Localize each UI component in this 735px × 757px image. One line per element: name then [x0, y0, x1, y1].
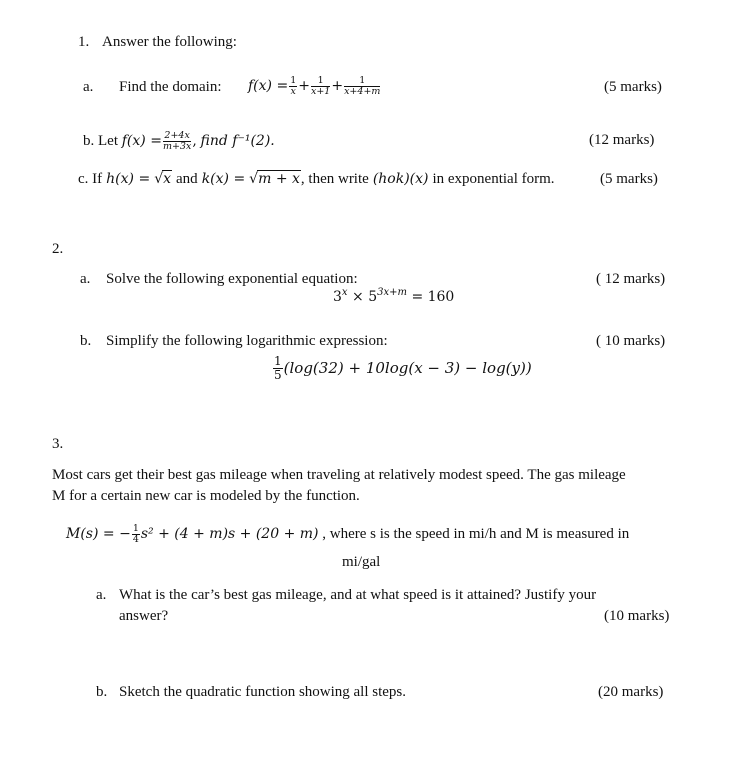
- q2a-exp1: x: [341, 287, 348, 298]
- q3a-line2: answer?: [119, 608, 169, 624]
- q3-model-fraction-den: 4: [132, 533, 139, 545]
- q1c-rest2: in exponential form.: [432, 171, 555, 187]
- q1c-rest1: , then write: [300, 171, 369, 187]
- q3-model-fraction: [132, 524, 140, 545]
- q1c-and: and: [176, 171, 198, 187]
- q3-model-lhs: M(s) = −: [66, 526, 131, 542]
- q3-number: 3.: [52, 436, 64, 452]
- q1b-fraction-den: m+3x: [162, 140, 192, 152]
- q1a-term1-den: x: [290, 85, 296, 97]
- q3b-text: Sketch the quadratic function showing all steps.: [119, 684, 407, 700]
- q1b-f-lhs: f(x) =: [121, 133, 162, 149]
- q1a-f-lhs: f(x) =: [248, 78, 289, 94]
- q1a-term1-num: 1: [290, 74, 297, 86]
- q1b-fraction: [163, 131, 191, 152]
- q1-number: 1.: [78, 34, 90, 50]
- q1c-k-radicand: m + x: [258, 171, 300, 187]
- q2b-log-expression: (log(32) + 10log(x − 3) − log(y)): [283, 359, 532, 377]
- q2a-marks: ( 12 marks): [596, 271, 666, 287]
- q2a-times: × 5: [352, 289, 378, 305]
- q3a-label: a.: [96, 587, 107, 603]
- q2b-expression: [272, 350, 532, 386]
- q1a-text: Find the domain:: [119, 79, 222, 95]
- q1a-term2-num: 1: [311, 76, 330, 87]
- q2b-marks: ( 10 marks): [596, 333, 666, 349]
- q3a-marks: (10 marks): [604, 608, 670, 624]
- q1a-term2-den: x+1: [310, 85, 331, 97]
- q1a-marks: (5 marks): [604, 79, 662, 95]
- q1a-plus1: +: [298, 78, 310, 94]
- q2b-text: Simplify the following logarithmic expression:: [106, 333, 388, 349]
- q3-model: [66, 518, 629, 550]
- q2a-label: a.: [80, 271, 91, 287]
- q1c-h-radicand: x: [163, 171, 172, 187]
- q1b-find: find f⁻¹(2).: [200, 133, 275, 149]
- q1a-term3-num: 1: [344, 76, 380, 87]
- q1b-label: b. Let: [83, 133, 118, 149]
- q2-number: 2.: [52, 241, 64, 257]
- q2a-text: Solve the following exponential equation:: [106, 271, 358, 287]
- q1c-line: [78, 170, 555, 188]
- q3-model-where: , where s is the speed in mi/h and M is measured in: [322, 526, 630, 542]
- q3-paragraph-line2: M for a certain new car is modeled by the function.: [52, 488, 360, 504]
- q3-model-rest: s² + (4 + m)s + (20 + m): [140, 526, 319, 542]
- q2a-exp2: 3x+m: [377, 287, 407, 298]
- q1c-composite: (hok)(x): [372, 171, 429, 187]
- q3b-marks: (20 marks): [598, 684, 664, 700]
- q3-model-fraction-num: 1: [132, 522, 139, 534]
- q2b-fraction: [273, 355, 283, 381]
- q2a-base1: 3: [333, 289, 342, 305]
- q1a-term2: [311, 76, 330, 97]
- q1c-h-lhs: h(x) =: [106, 171, 151, 187]
- q1b-fraction-num: 2+4x: [164, 129, 190, 141]
- q1c-marks: (5 marks): [600, 171, 658, 187]
- q2a-rhs: = 160: [411, 289, 455, 305]
- q1a-term1: [289, 76, 297, 97]
- q1b-comma: ,: [192, 133, 197, 149]
- q3b-label: b.: [96, 684, 108, 700]
- q1a-expression: [248, 70, 381, 102]
- q3a-line1: What is the car’s best gas mileage, and at what speed is it attained? Justify your: [119, 587, 597, 603]
- q2a-equation: [333, 289, 454, 305]
- q1a-term3-den: x+4+m: [344, 85, 381, 97]
- q1a-label: a.: [83, 79, 94, 95]
- q1-intro: Answer the following:: [102, 34, 237, 50]
- q2b-fraction-num: 1: [274, 353, 282, 368]
- q1c-h-sqrt: √x: [154, 171, 172, 187]
- q1b-line: [83, 125, 275, 157]
- q1c-k-lhs: k(x) =: [201, 171, 246, 187]
- q3-model-unit: mi/gal: [342, 554, 381, 570]
- q1b-marks: (12 marks): [589, 132, 655, 148]
- q2b-label: b.: [80, 333, 92, 349]
- q1c-label: c. If: [78, 171, 103, 187]
- q1c-k-sqrt: √m + x: [249, 171, 300, 187]
- q2b-fraction-den: 5: [274, 367, 282, 382]
- q1a-plus2: +: [331, 78, 344, 94]
- q1a-term3: [344, 76, 380, 97]
- q3-paragraph-line1: Most cars get their best gas mileage when traveling at relatively modest speed. The gas mileage: [52, 467, 626, 483]
